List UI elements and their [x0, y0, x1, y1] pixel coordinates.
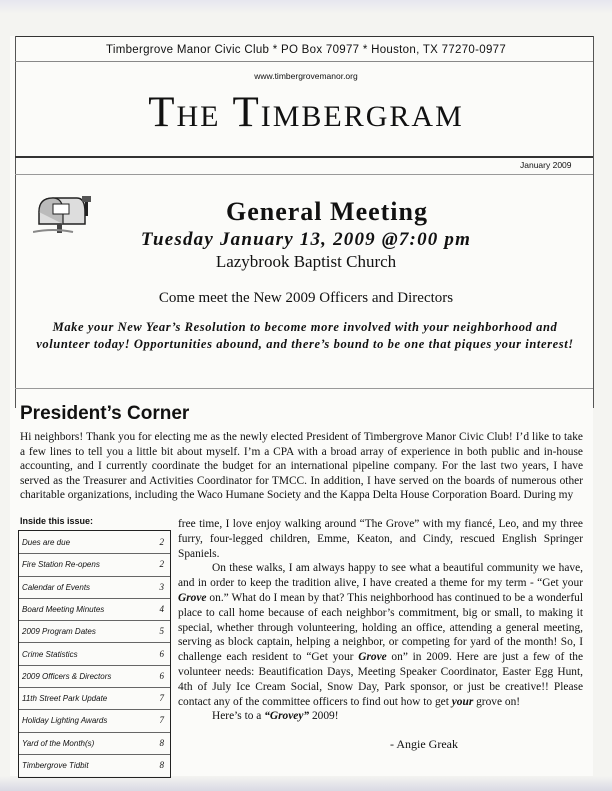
para2-b: on.” What do I mean by that? This neighborhood has continued to be a wonderful place to call home because of each neighbor’s commitment, big or small, to making it special, whether through volunteering, holding an office, attending a general meeting, serving as block captain, helping a neighbor, or competing for yard of the month! So, I challenge each resident to “Get your [178, 591, 583, 664]
inside-issue-heading: Inside this issue: [20, 516, 94, 526]
website-link[interactable]: www.timbergrovemanor.org [254, 71, 358, 81]
address-rule [15, 61, 593, 62]
toc-row [19, 643, 170, 666]
signature: - Angie Greak [390, 737, 458, 751]
scan-edge-top [0, 0, 612, 14]
top-border [15, 36, 593, 37]
toc-row [19, 665, 170, 688]
toc-row [19, 598, 170, 621]
para2-d: grove on! [473, 695, 521, 708]
toc-item-label: Yard of the Month(s) [22, 738, 95, 748]
toc-row [19, 709, 170, 732]
toc-item-page: 2 [159, 537, 164, 547]
resolution-text: Make your New Year’s Resolution to become more involved with your neighborhood and volunteer today! Opportunities abound, and there’s bound to be one that piques your interest! [36, 320, 574, 351]
toc-item-page: 6 [159, 670, 164, 681]
toc-row [19, 687, 170, 710]
para2-c: on” in 2009. Here are just a few of the volunteer needs: Beautification Days, Meeting Speaker Coordinator, Easter Egg Hunt, 4th of July Ice Cream Social, Snow Day, Park sponsor, or just be creative!! Please contact any of the committee officers to find out how to get [178, 651, 583, 708]
issue-date: January 2009 [520, 160, 572, 170]
toc-row [19, 531, 170, 554]
toc-item-page: 3 [159, 581, 164, 592]
toc-item-label: 2009 Officers & Directors [22, 671, 112, 681]
grove-word: Grove [178, 591, 207, 604]
meeting-location: Lazybrook Baptist Church [215, 252, 397, 271]
toc-item-label: Timbergrove Tidbit [22, 761, 89, 770]
toc-item-label: Board Meeting Minutes [22, 604, 105, 614]
toc-row [19, 576, 170, 599]
toc-item-page: 7 [159, 715, 164, 726]
scan-edge-bottom [0, 776, 612, 791]
meeting-datetime: Tuesday January 13, 2009 @7:00 pm [140, 229, 472, 250]
toc-item-label: Crime Statistics [22, 649, 78, 659]
toc-row [19, 553, 170, 576]
inside-issue-table [18, 530, 171, 778]
closing-grovey: “Grovey” [264, 710, 310, 723]
toc-item-label: Holiday Lighting Awards [22, 716, 108, 726]
section-rule [15, 388, 593, 389]
president-paragraph-1: Hi neighbors! Thank you for electing me as the newly elected President of Timbergrove Manor Civic Club! I’d like to take a few lines to tell you a little bit about myself. I’m a CPA with a broad array of experience in both public and in-house accounting, and I currently coordinate the budget for an international pipeline company. For the last two years, I have served as the Treasurer and Activities Coordinator for TMCC. In addition, I have served on the boards of numerous other charitable organizations, including the Waco Humane Society and the Kappa Delta House Corporation Board. During my [20, 431, 583, 502]
presidents-corner-heading: President’s Corner [20, 403, 190, 424]
toc-item-label: Calendar of Events [22, 582, 91, 592]
para1-continued: free time, I love enjoy walking around “The Grove” with my fiancé, Leo, and my three furry, four-legged children, Emme, Keaton, and Cindy, rescued English Springer Spaniels. [178, 518, 583, 560]
meeting-invite: Come meet the New 2009 Officers and Directors [158, 290, 454, 306]
meeting-title: General Meeting [226, 197, 428, 226]
closing-a: Here’s to a [212, 710, 265, 723]
grove-word-2: Grove [358, 651, 387, 664]
toc-item-label: Fire Station Re-opens [22, 560, 100, 570]
president-paragraph-2 [178, 517, 583, 724]
toc-row [19, 732, 170, 755]
toc-item-label: 2009 Program Dates [22, 627, 96, 637]
toc-item-page: 5 [159, 626, 164, 637]
closing-line [178, 709, 583, 724]
newsletter-title-text: The Timbergram [148, 89, 464, 136]
closing-b: 2009! [309, 710, 339, 723]
toc-row [19, 754, 170, 776]
newsletter-title [0, 88, 612, 137]
club-address: Timbergrove Manor Civic Club * PO Box 70977 * Houston, TX 77270-0977 [105, 44, 507, 56]
your-word: your [451, 695, 474, 708]
toc-item-page: 6 [159, 648, 164, 659]
toc-item-page: 2 [159, 559, 164, 570]
toc-item-page: 4 [159, 603, 164, 614]
toc-item-page: 8 [159, 760, 164, 770]
toc-row [19, 620, 170, 643]
masthead-rule [15, 156, 593, 158]
para2 [178, 561, 583, 709]
toc-item-page: 7 [159, 693, 164, 704]
para2-a: On these walks, I am always happy to see what a beautiful community we have, and in order to keep the tradition alive, I have created a theme for my term - “Get your [178, 562, 583, 590]
toc-item-label: Dues are due [22, 538, 71, 547]
date-rule [15, 174, 593, 175]
toc-item-page: 8 [159, 737, 164, 748]
toc-item-label: 11th Street Park Update [22, 694, 108, 704]
